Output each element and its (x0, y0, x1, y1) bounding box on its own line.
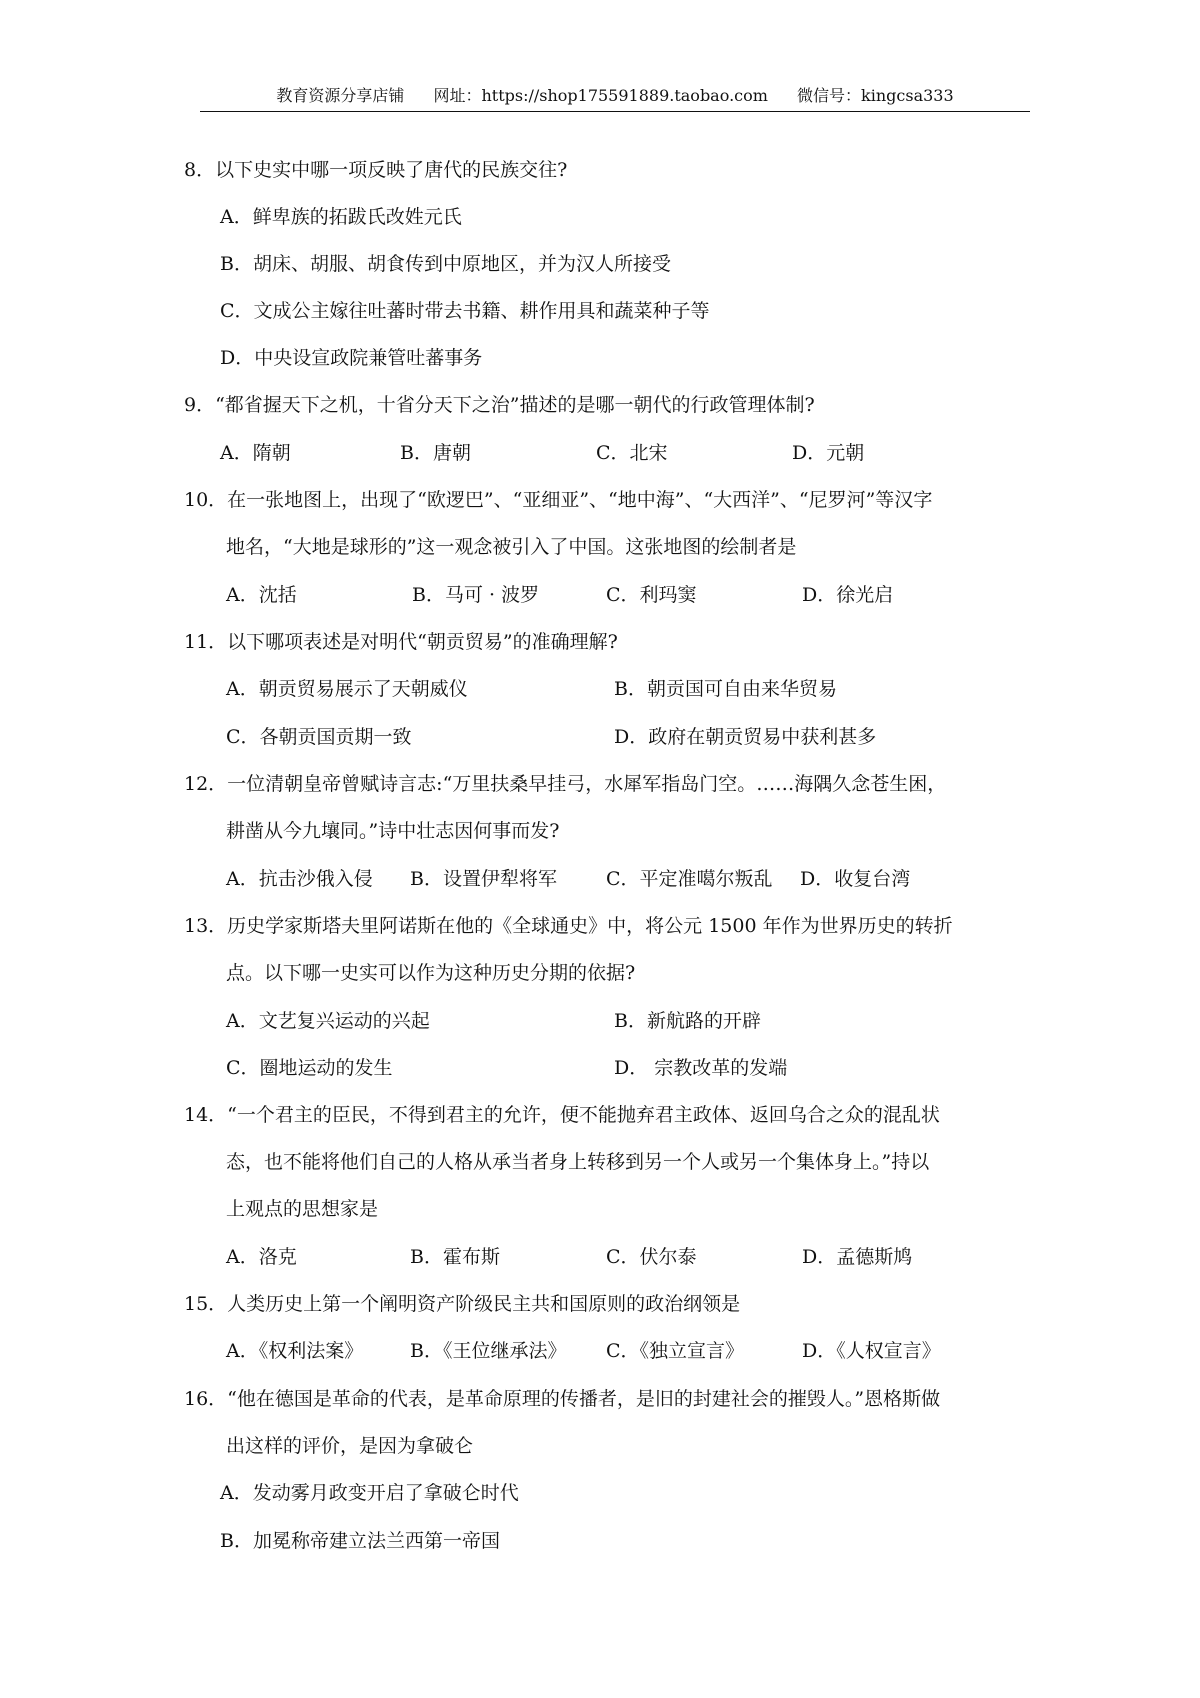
question-14-option-d: D．孟德斯鸠 (802, 1246, 913, 1268)
question-12-option-b: B．设置伊犁将军 (410, 868, 557, 890)
question-8-stem: 8．以下史实中哪一项反映了唐代的民族交往? (184, 159, 568, 181)
question-13-stem-line2: 点。以下哪一史实可以作为这种历史分期的依据? (226, 962, 636, 984)
question-9-stem: 9．“都省握天下之机，十省分天下之治”描述的是哪一朝代的行政管理体制? (184, 394, 815, 416)
question-13-option-c: C．圈地运动的发生 (226, 1057, 393, 1079)
question-15-option-d: D．《人权宣言》 (802, 1340, 941, 1362)
question-15-option-a: A．《权利法案》 (226, 1340, 364, 1362)
question-14-option-b: B．霍布斯 (410, 1246, 500, 1268)
question-13-stem-line1: 13．历史学家斯塔夫里阿诺斯在他的《全球通史》中，将公元 1500 年作为世界历史的转折 (184, 915, 953, 937)
question-16-option-a: A．发动雾月政变开启了拿破仑时代 (220, 1482, 519, 1504)
wechat-id: 微信号：kingcsa333 (797, 86, 954, 105)
question-11-option-a: A．朝贡贸易展示了天朝威仪 (226, 678, 468, 700)
question-10-option-b: B．马可 · 波罗 (412, 584, 540, 606)
question-12-option-d: D．收复台湾 (800, 868, 911, 890)
question-11-stem: 11．以下哪项表述是对明代“朝贡贸易”的准确理解? (184, 631, 618, 653)
question-10-stem-line1: 10．在一张地图上，出现了“欧逻巴”、“亚细亚”、“地中海”、“大西洋”、“尼罗河”等汉字 (184, 489, 933, 511)
question-12-stem-line2: 耕凿从今九壤同。”诗中壮志因何事而发? (226, 820, 560, 842)
question-14-stem-line3: 上观点的思想家是 (226, 1198, 379, 1220)
question-9-option-c: C．北宋 (596, 442, 668, 464)
question-16-option-b: B．加冕称帝建立法兰西第一帝国 (220, 1530, 500, 1552)
question-11-option-d: D．政府在朝贡贸易中获利甚多 (614, 726, 877, 748)
question-13-option-b: B．新航路的开辟 (614, 1010, 761, 1032)
question-8-option-a: A．鲜卑族的拓跋氏改姓元氏 (220, 206, 462, 228)
shop-name: 教育资源分享店铺 (276, 86, 405, 105)
question-16-stem-line1: 16．“他在德国是革命的代表，是革命原理的传播者，是旧的封建社会的摧毁人。”恩格斯做 (184, 1388, 941, 1410)
question-9-option-d: D．元朝 (792, 442, 865, 464)
question-12-option-a: A．抗击沙俄入侵 (226, 868, 373, 890)
question-8-option-d: D．中央设宣政院兼管吐蕃事务 (220, 347, 483, 369)
question-9-option-a: A．隋朝 (220, 442, 291, 464)
question-8-option-c: C．文成公主嫁往吐蕃时带去书籍、耕作用具和蔬菜种子等 (220, 300, 710, 322)
question-11-option-b: B．朝贡国可自由来华贸易 (614, 678, 837, 700)
question-14-option-c: C．伏尔泰 (606, 1246, 697, 1268)
question-14-stem-line2: 态，也不能将他们自己的人格从承当者身上转移到另一个人或另一个集体身上。”持以 (226, 1151, 930, 1173)
question-14-option-a: A．洛克 (226, 1246, 297, 1268)
question-10-stem-line2: 地名，“大地是球形的”这一观念被引入了中国。这张地图的绘制者是 (226, 536, 797, 558)
question-13-option-a: A．文艺复兴运动的兴起 (226, 1010, 430, 1032)
question-15-option-c: C．《独立宣言》 (606, 1340, 745, 1362)
question-12-option-c: C．平定准噶尔叛乱 (606, 868, 773, 890)
question-10-option-a: A．沈括 (226, 584, 297, 606)
question-10-option-d: D．徐光启 (802, 584, 894, 606)
question-11-option-c: C．各朝贡国贡期一致 (226, 726, 412, 748)
question-8-option-b: B．胡床、胡服、胡食传到中原地区，并为汉人所接受 (220, 253, 671, 275)
question-9-option-b: B．唐朝 (400, 442, 471, 464)
question-15-option-b: B．《王位继承法》 (410, 1340, 567, 1362)
question-12-stem-line1: 12．一位清朝皇帝曾赋诗言志:“万里扶桑早挂弓，水犀军指岛门空。……海隅久念苍生困， (184, 773, 947, 795)
shop-url: 网址：https://shop175591889.taobao.com (433, 86, 768, 105)
question-16-stem-line2: 出这样的评价，是因为拿破仑 (226, 1435, 474, 1457)
question-10-option-c: C．利玛窦 (606, 584, 697, 606)
question-13-option-d: D． 宗教改革的发端 (614, 1057, 788, 1079)
question-14-stem-line1: 14．“一个君主的臣民，不得到君主的允许，便不能抛弃君主政体、返回乌合之众的混乱状 (184, 1104, 940, 1126)
question-15-stem: 15．人类历史上第一个阐明资产阶级民主共和国原则的政治纲领是 (184, 1293, 741, 1315)
